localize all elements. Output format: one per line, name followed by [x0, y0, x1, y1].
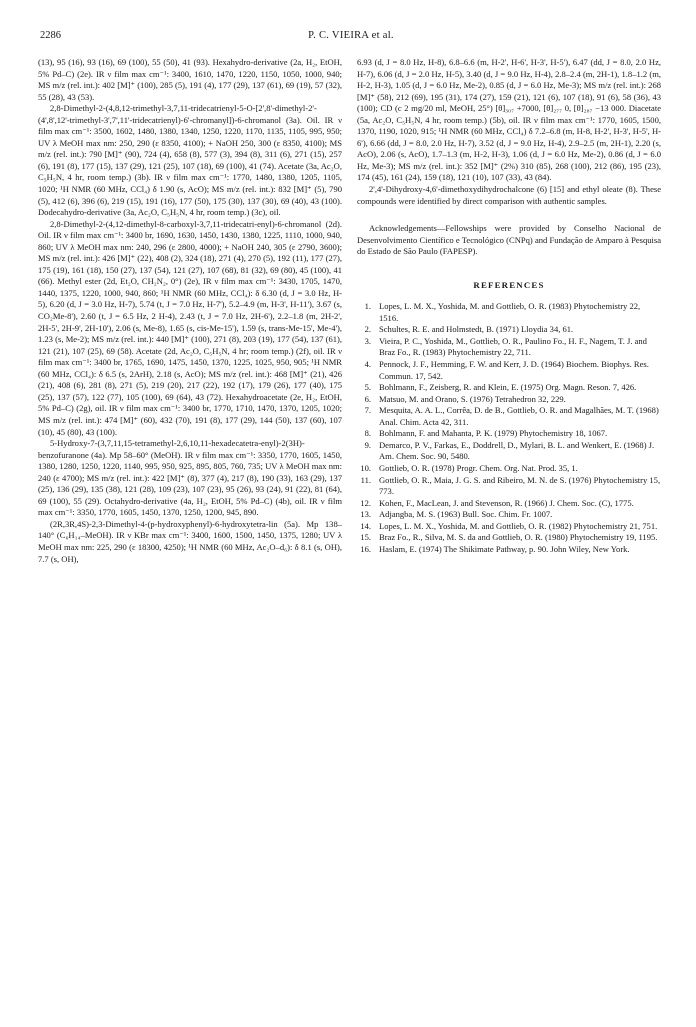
reference-number: 2. — [364, 324, 371, 335]
paragraph: 2,8-Dimethyl-2-(4,8,12-trimethyl-3,7,11-tridecatrienyl-5-O-[2',8'-dimethyl-2'-(4',8',12'-trimethyl-3',7',11'-tridecatrienyl)-6'-chromanyl])-6-chromanol (3a). Oil. IR ν film max cm⁻¹: 3500, 1602, 1480, 1380, 1340, 1250, 1220, 1170, 1135, 1105, 995, 950; UV λ MeOH max nm: 250, 290 (ε 8350, 4100); + NaOH 250, 300 (ε 8350, 4100); MS m/z (rel. int.): 790 [M]⁺ (90), 724 (4), 658 (8), 577 (3), 394 (8), 311 (6), 271 (15), 257 (6), 191 (8), 177 (15), 137 (29), 121 (25), 107 (18), 69 (100), 41 (74). Acetate (3a, Ac₂O, C₅H₅N, 4 hr, room temp.) (3b). IR ν film max cm⁻¹: 1770, 1480, 1380, 1205, 1105, 1020; ¹H NMR (60 MHz, CCl₄) δ 1.90 (s, AcO); MS m/z (rel. int.): 832 [M]⁺ (5), 790 (5), 412 (6), 396 (6), 219 (15), 191 (16), 177 (50), 175 (30), 137 (30), 69 (40), 43 (100). Dodecahydro-derivative (3a, Ac₂O, C₅H₅N, 4 hr, room temp.) (3c), oil. — [38, 103, 342, 218]
reference-item — [357, 544, 661, 556]
reference-text: Matsuo, M. and Orano, S. (1976) Tetrahedron 32, 229. — [379, 393, 566, 404]
reference-number: 5. — [364, 382, 371, 393]
reference-item — [357, 382, 661, 394]
reference-item — [357, 509, 661, 521]
reference-text: Braz Fo., R., Silva, M. S. da and Gottlieb, O. R. (1980) Phytochemistry 19, 1195. — [379, 532, 658, 543]
reference-item — [357, 463, 661, 475]
reference-number: 3. — [364, 335, 371, 346]
acknowledgements: Acknowledgements—Fellowships were provided by Conselho Nacional de Desenvolvimento Científico e Tecnológico (CNPq) and Fundação de Amparo à Pesquisa do Estado de São Paulo (FAPESP). — [357, 223, 661, 257]
reference-text: Kohen, F., MacLean, J. and Stevenson, R. (1966) J. Chem. Soc. (C), 1775. — [379, 497, 634, 508]
reference-number: 4. — [364, 359, 371, 370]
right-column — [357, 57, 661, 555]
reference-number: 6. — [364, 393, 371, 404]
reference-item — [357, 394, 661, 406]
reference-text: Bohlmann, F. and Mahanta, P. K. (1979) Phytochemistry 18, 1067. — [379, 428, 608, 439]
reference-text: Schultes, R. E. and Holmstedt, B. (1971) Lloydia 34, 61. — [379, 324, 574, 335]
reference-number: 13. — [360, 509, 371, 520]
paragraph: (2R,3R,4S)-2,3-Dimethyl-4-(p-hydroxyphenyl)-6-hydroxytetra-lin (5a). Mp 138–140° (C₆H₁₄–MeOH). IR ν KBr max cm⁻¹: 3400, 1600, 1500, 1450, 1375, 1280; UV λ MeOH max nm: 225, 290 (ε 18300, 4250); ¹H NMR (60 MHz, Ac₂O–d₆): δ 8.1 (s, OH), 7.7 (s, OH), — [38, 518, 342, 564]
reference-item — [357, 440, 661, 463]
reference-number: 1. — [364, 301, 371, 312]
reference-item — [357, 521, 661, 533]
reference-text: Adjangba, M. S. (1963) Bull. Soc. Chim. Fr. 1007. — [379, 509, 553, 520]
reference-number: 16. — [360, 543, 371, 554]
reference-text: Lopes, L. M. X., Yoshida, M. and Gottlieb, O. R. (1983) Phytochemistry 22, 1516. — [379, 301, 641, 323]
reference-text: Haslam, E. (1974) The Shikimate Pathway, p. 90. John Wiley, New York. — [379, 543, 630, 554]
reference-text: Mesquita, A. A. L., Corrêa, D. de B., Gottlieb, O. R. and Magalhães, M. T. (1968) Anal. Chim. Acta 42, 311. — [379, 405, 659, 427]
reference-number: 14. — [360, 520, 371, 531]
reference-text: Vieira, P. C., Yoshida, M., Gottlieb, O. R., Paulino Fo., H. F., Nagem, T. J. and Braz Fo., R. (1983) Phytochemistry 22, 711. — [379, 335, 647, 358]
reference-text: Bohlmann, F., Zeisberg, R. and Klein, E. (1975) Org. Magn. Reson. 7, 426. — [379, 382, 637, 393]
reference-item — [357, 428, 661, 440]
page-number: 2286 — [40, 30, 61, 41]
reference-item — [357, 359, 661, 382]
reference-number: 10. — [360, 462, 371, 473]
reference-number: 15. — [360, 532, 371, 543]
reference-number: 8. — [364, 428, 371, 439]
reference-number: 9. — [364, 439, 371, 450]
reference-item — [357, 324, 661, 336]
reference-text: Gottlieb, O. R. (1978) Progr. Chem. Org. Nat. Prod. 35, 1. — [379, 462, 578, 473]
paragraph: 6.93 (d, J = 8.0 Hz, H-8), 6.8–6.6 (m, H-2', H-6', H-3', H-5'), 6.47 (dd, J = 8.0, 2.0 Hz, H-7), 6.06 (d, J = 2.0 Hz, H-5), 3.40 (d, J = 9.0 Hz, H-4), 2.8–2.4 (m, 2H-1), 1.8–1.2 (m, H-2, H-3), 1.05 (d, J = 6.0 Hz, Me-2), 0.85 (d, J = 6.0 Hz, Me-3); MS m/z (rel. int.): 268 [M]⁺ (58), 212 (69), 195 (31), 174 (27), 159 (21), 121 (6), 107 (18), 91 (6), 58 (36), 43 (100); CD (c 2 mg/20 ml, MeOH, 25°) [θ]₃₀₇ +7000, [θ]₂₇₇ 0, [θ]₂₈₇ −13 000. Diacetate (5a, Ac₂O, C₅H₅N, 4 hr, room temp.) (5b), oil. IR ν film max cm⁻¹: 1770, 1605, 1500, 1370, 1190, 1020, 915; ¹H NMR (60 MHz, CCl₄) δ 7.2–6.8 (m, H-8, H-2', H-3', H-5', H-6'), 6.66 (dd, J = 8.0, 2.0 Hz, H-7), 3.52 (d, J = 9.0 Hz, H-4), 2.9–2.5 (m, 2H-1), 2.20 (s, AcO), 2.06 (s, AcO), 1.7–1.3 (m, H-2, H-3), 1.06 (d, J = 6.0 Hz, Me-2), 0.86 (d, J = 6.0 Hz, Me-3); MS m/z (rel. int.): 352 [M]⁺ (2%) 310 (85), 268 (100), 212 (86), 195 (23), 174 (45), 161 (24), 159 (18), 121 (10), 107 (33), 43 (84). — [357, 57, 661, 183]
paragraph: (13), 95 (16), 93 (16), 69 (100), 55 (50), 41 (93). Hexahydro-derivative (2a, H₂, EtOH, 5% Pd–C) (2e). IR ν film max cm⁻¹: 3400, 1610, 1470, 1220, 1150, 1050, 1000, 940; MS m/z (rel. int.): 402 [M]⁺ (100), 285 (5), 191 (4), 177 (29), 137 (61), 69 (19), 57 (32), 55 (28), 43 (53). — [38, 57, 342, 102]
running-title: P. C. VIEIRA et al. — [308, 30, 394, 41]
paragraph: 2,8-Dimethyl-2-(4,12-dimethyl-8-carboxyl-3,7,11-tridecatri-enyl)-6-chromanol (2d). Oil. IR ν film max cm⁻¹: 3400 br, 1690, 1630, 1450, 1430, 1380, 1225, 1110, 1000, 940, 860; UV λ MeOH max nm: 240, 296 (ε 2800, 4000); + NaOH 240, 305 (ε 2790, 3600); MS m/z (rel. int.): 426 [M]⁺ (22), 408 (2), 324 (18), 271 (4), 270 (5), 192 (11), 177 (27), 175 (19), 161 (18), 150 (27), 137 (54), 121 (27), 107 (68), 81 (32), 69 (80), 45 (100), 41 (66). Methyl ester (2d, Et₂O, CH₂N₂, 0°) (2e), IR ν film max cm⁻¹: 3430, 1705, 1470, 1440, 1375, 1220, 1000, 940, 860; ¹H NMR (60 MHz, CCl₄): δ 6.30 (d, J = 3.0 Hz, H-5), 6.20 (d, J = 3.0 Hz, H-7), 5.74 (t, J = 7.0 Hz, H-7'), 5.2–4.9 (m, H-3', H-11'), 3.67 (s, CO₂Me-8'), 2.60 (t, J = 6.5 Hz, 2 H-4), 2.43 (t, J = 7.0 Hz, 2H-6'), 2.2–1.8 (m, 2H-2', 2H-5', 2H-9', 2H-10'), 2.06 (s, Me-8), 1.65 (s, cis-Me-15'), 1.59 (s, trans-Me-15', Me-4'), 1.23 (s, Me-2); MS m/z (rel. int.): 440 [M]⁺ (100), 271 (8), 203 (19), 177 (54), 137 (61), 121 (21), 107 (25), 69 (58). Acetate (2d, Ac₂O, C₅H₅N, 4 hr; room temp.) (2f), oil. IR ν film max cm⁻¹: 3400 br, 1765, 1690, 1475, 1450, 1370, 1225, 1025, 950, 905; ¹H NMR (60 MHz, CCl₄): δ 6.5 (s, 2ArH), 2.18 (s, AcO); MS m/z (rel. int.): 468 [M]⁺ (21), 426 (21), 408 (6), 281 (8), 271 (5), 219 (20), 217 (22), 192 (17), 179 (26), 177 (40), 175 (25), 137 (57), 122 (77), 105 (100), 69 (64), 43 (72). Hexahydroacetate (2e, H₂, EtOH, 5% Pd–C) (2g), oil. IR ν film max cm⁻¹: 3400 br, 1770, 1710, 1470, 1370, 1205, 1020; MS m/z (rel. int.): 474 [M]⁺ (60), 432 (70), 191 (8), 177 (29), 144 (50), 137 (60), 107 (10), 45 (80), 43 (100). — [38, 218, 342, 437]
reference-text: Lopes, L. M. X., Yoshida, M. and Gottlieb, O. R. (1982) Phytochemistry 21, 751. — [379, 520, 658, 531]
reference-number: 12. — [360, 497, 371, 508]
reference-list — [357, 301, 661, 555]
reference-item — [357, 336, 661, 359]
reference-item — [357, 475, 661, 498]
reference-text: Pennock, J. F., Hemming, F. W. and Kerr, J. D. (1964) Biochem. Biophys. Res. Commun. 17, 542. — [379, 359, 649, 381]
paragraph: 2',4'-Dihydroxy-4,6'-dimethoxydihydrochalcone (6) [15] and ethyl oleate (8). These compounds were identified by direct comparison with authentic samples. — [357, 184, 661, 206]
page-header — [40, 30, 662, 44]
reference-text: Demarco, P. V., Farkas, E., Doddrell, D., Mylari, B. L. and Wenkert, E. (1968) J. Am. Chem. Soc. 90, 5480. — [379, 439, 655, 462]
reference-text: Gottlieb, O. R., Maia, J. G. S. and Ribeiro, M. N. de S. (1976) Phytochemistry 15, 773. — [379, 474, 661, 497]
references-heading: REFERENCES — [473, 279, 545, 290]
reference-number: 11. — [360, 474, 371, 485]
reference-item — [357, 498, 661, 510]
reference-number: 7. — [364, 405, 371, 416]
reference-item — [357, 301, 661, 324]
reference-item — [357, 532, 661, 544]
left-column — [38, 57, 342, 565]
paragraph: 5-Hydroxy-7-(3,7,11,15-tetramethyl-2,6,10,11-hexadecatetra-enyl)-2(3H)-benzofuranone (4a). Mp 58–60° (MeOH). IR ν film max cm⁻¹: 3350, 1770, 1605, 1450, 1380, 1280, 1250, 1220, 1140, 995, 950, 925, 895, 805, 760, 735; UV λ MeOH max nm: 240 (ε 4700); MS m/z (rel. int.): 422 [M]⁺ (8), 377 (4), 217 (8), 190 (33), 163 (29), 137 (25), 136 (29), 135 (38), 121 (28), 109 (23), 107 (23), 95 (26), 93 (24), 91 (22), 81 (64), 69 (100), 55 (29). Octahydro-derivative (4a, H₂, EtOH, 5% Pd–C) (4b), oil. IR ν film max cm⁻¹: 3350, 1770, 1605, 1450, 1370, 1250, 1200, 945, 890. — [38, 438, 342, 518]
reference-item — [357, 405, 661, 428]
